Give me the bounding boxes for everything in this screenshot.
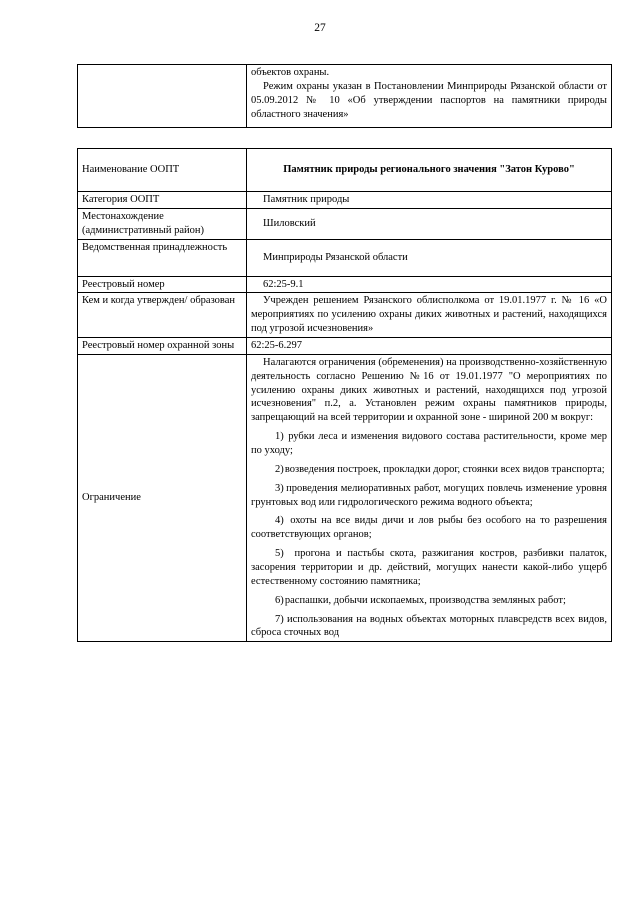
approved-value: Учрежден решением Рязанского облисполкома от 19.01.1977 г. № 16 «О мероприятиях по усилению охраны диких животных и растений, находящихся под угрозой исчезновения» bbox=[247, 293, 612, 338]
list-item-text: прогона и пастьбы скота, разжигания костров, разбивки палаток, засорения территории и др. действий, могущих нанести какой-либо ущерб естественному состоянию памятника; bbox=[251, 548, 608, 587]
table-row bbox=[78, 192, 612, 209]
list-item bbox=[251, 463, 607, 477]
page-number: 27 bbox=[314, 22, 326, 34]
passport-table bbox=[77, 148, 612, 642]
protected-zone-value: 62:25-6.297 bbox=[247, 338, 612, 355]
table-row bbox=[78, 149, 612, 192]
list-item bbox=[251, 482, 607, 510]
table-row bbox=[78, 208, 612, 239]
category-label: Категория ООПТ bbox=[78, 192, 247, 209]
list-item-number: 7) bbox=[275, 613, 284, 625]
list-item bbox=[251, 547, 607, 589]
name-value: Памятник природы регионального значения "Затон Курово" bbox=[247, 149, 612, 192]
department-label: Ведомственная принадлежность bbox=[78, 239, 247, 276]
category-value: Памятник природы bbox=[247, 192, 612, 209]
list-item-number: 2) bbox=[275, 463, 284, 475]
table-row bbox=[78, 293, 612, 338]
list-item-number: 1) bbox=[275, 431, 284, 443]
table-row bbox=[78, 354, 612, 641]
location-label: Местонахождение (административный район) bbox=[78, 208, 247, 239]
restriction-label: Ограничение bbox=[78, 354, 247, 641]
list-item bbox=[251, 430, 607, 458]
empty-cell bbox=[78, 65, 247, 128]
protected-zone-label: Реестровый номер охранной зоны bbox=[78, 338, 247, 355]
list-item-number: 4) bbox=[275, 515, 284, 527]
table-row bbox=[78, 276, 612, 293]
list-item-number: 5) bbox=[275, 548, 284, 560]
registry-label: Реестровый номер bbox=[78, 276, 247, 293]
list-item-text: возведения построек, прокладки дорог, стоянки всех видов транспорта; bbox=[284, 463, 605, 475]
restriction-list bbox=[251, 430, 607, 640]
continuation-cell bbox=[247, 65, 612, 128]
restriction-value bbox=[247, 354, 612, 641]
list-item-text: охоты на все виды дичи и лов рыбы без особого на то разрешения соответствующих органов; bbox=[251, 515, 607, 541]
restriction-intro: Налагаются ограничения (обременения) на производственно-хозяйственную деятельность согласно Решению №16 от 19.01.1977 "О мероприятиях по усилению охраны диких животных и растений, находящихся под угрозой исчезновения" п.2, а. Установлен режим охраны памятников природы, запрещающий на всей территории и охранной зоне - шириной 200 м вокруг: bbox=[251, 356, 607, 424]
list-item-text: распашки, добычи ископаемых, производства земляных работ; bbox=[284, 594, 566, 606]
registry-value: 62:25-9.1 bbox=[247, 276, 612, 293]
continuation-line2: Режим охраны указан в Постановлении Минприроды Рязанской области от 05.09.2012 № 10 «Об утверждении паспортов на памятники природы областного значения» bbox=[251, 80, 607, 120]
list-item-text: использования на водных объектах моторных плавсредств всех видов, сброса сточных вод bbox=[251, 613, 607, 639]
table-row bbox=[78, 338, 612, 355]
continuation-table bbox=[77, 64, 612, 128]
name-label: Наименование ООПТ bbox=[78, 149, 247, 192]
list-item-text: проведения мелиоративных работ, могущих повлечь изменение уровня грунтовых вод или гидрологического режима водного объекта; bbox=[251, 482, 607, 508]
list-item-text: рубки леса и изменения видового состава растительности, кроме мер по уходу; bbox=[251, 431, 607, 457]
location-value: Шиловский bbox=[247, 208, 612, 239]
list-item bbox=[251, 594, 607, 608]
list-item-number: 6) bbox=[275, 594, 284, 606]
table-row bbox=[78, 65, 612, 128]
list-item-number: 3) bbox=[275, 482, 284, 494]
continuation-line1: объектов охраны. bbox=[251, 67, 330, 78]
list-item bbox=[251, 514, 607, 542]
approved-label: Кем и когда утвержден/ образован bbox=[78, 293, 247, 338]
department-value: Минприроды Рязанской области bbox=[247, 239, 612, 276]
table-row bbox=[78, 239, 612, 276]
list-item bbox=[251, 613, 607, 641]
